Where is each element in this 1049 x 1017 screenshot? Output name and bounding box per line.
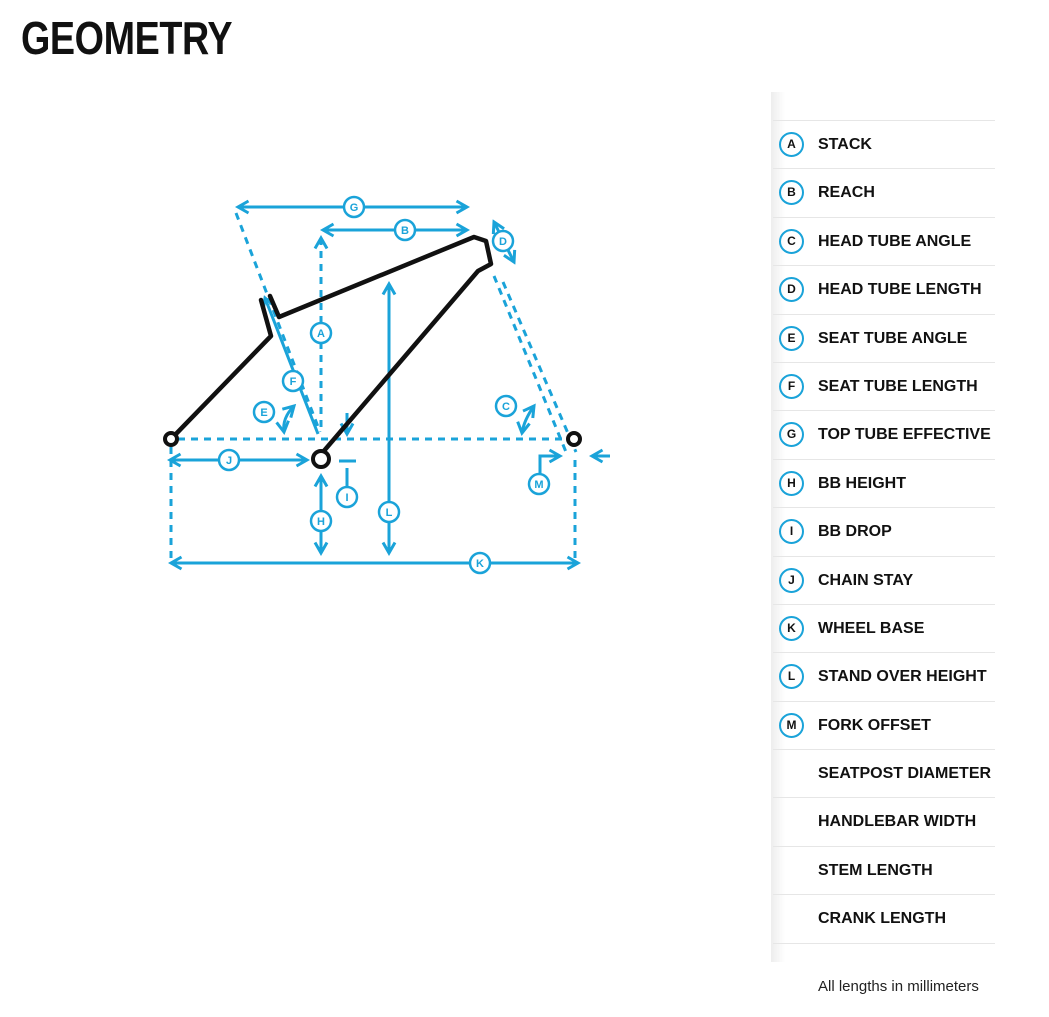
legend-item xyxy=(773,750,995,798)
legend-label: BB HEIGHT xyxy=(818,474,906,492)
diagram-marker-h xyxy=(311,511,331,531)
legend-item xyxy=(773,508,995,556)
marker-badge: I xyxy=(779,519,804,544)
legend-label: REACH xyxy=(818,184,875,202)
legend-label: HANDLEBAR WIDTH xyxy=(818,813,977,831)
svg-text:H: H xyxy=(317,516,325,528)
diagram-marker-l xyxy=(379,502,399,522)
marker-badge: H xyxy=(779,471,804,496)
diagram-marker-g xyxy=(344,197,364,217)
legend-item xyxy=(773,798,995,846)
legend-item xyxy=(773,653,995,701)
diagram-marker-c xyxy=(496,396,516,416)
units-note: All lengths in millimeters xyxy=(818,978,979,995)
marker-badge: M xyxy=(779,713,804,738)
marker-badge: E xyxy=(779,326,804,351)
legend-item xyxy=(773,169,995,217)
bottom-bracket xyxy=(313,451,329,467)
bike-geometry-diagram xyxy=(150,180,630,580)
marker-badge: B xyxy=(779,180,804,205)
svg-text:A: A xyxy=(317,328,325,340)
legend-label: STEM LENGTH xyxy=(818,861,933,879)
legend-label: CHAIN STAY xyxy=(818,571,914,589)
diagram-marker-k xyxy=(470,553,490,573)
legend-label: SEAT TUBE ANGLE xyxy=(818,329,968,347)
svg-text:L: L xyxy=(385,507,393,519)
diagram-marker-e xyxy=(254,402,274,422)
legend-label: BB DROP xyxy=(818,523,892,541)
page-title: GEOMETRY xyxy=(21,12,233,64)
marker-badge: A xyxy=(779,132,804,157)
legend-item xyxy=(773,460,995,508)
svg-text:I: I xyxy=(345,492,349,504)
marker-badge: J xyxy=(779,568,804,593)
legend-item xyxy=(773,266,995,314)
svg-text:F: F xyxy=(289,376,297,388)
diagram-marker-a xyxy=(311,323,331,343)
legend-item xyxy=(773,315,995,363)
legend-label: SEAT TUBE LENGTH xyxy=(818,377,978,395)
legend-item xyxy=(773,121,995,169)
front-axle xyxy=(568,433,580,445)
svg-text:D: D xyxy=(499,236,507,248)
svg-text:M: M xyxy=(534,479,544,491)
diagram-marker-d xyxy=(493,231,513,251)
marker-badge: F xyxy=(779,374,804,399)
legend-item xyxy=(773,363,995,411)
legend-item xyxy=(773,218,995,266)
diagram-marker-f xyxy=(283,371,303,391)
marker-badge: D xyxy=(779,277,804,302)
svg-text:B: B xyxy=(401,225,409,237)
legend-label: CRANK LENGTH xyxy=(818,910,946,928)
svg-text:J: J xyxy=(225,455,233,467)
geometry-legend xyxy=(773,120,995,944)
marker-badge: K xyxy=(779,616,804,641)
legend-item xyxy=(773,605,995,653)
legend-label: WHEEL BASE xyxy=(818,619,925,637)
legend-label: STAND OVER HEIGHT xyxy=(818,668,987,686)
svg-text:E: E xyxy=(260,407,268,419)
diagram-marker-b xyxy=(395,220,415,240)
diagram-marker-i xyxy=(337,487,357,507)
legend-item xyxy=(773,702,995,750)
legend-label: SEATPOST DIAMETER xyxy=(818,765,992,783)
svg-text:K: K xyxy=(476,558,484,570)
legend-label: TOP TUBE EFFECTIVE xyxy=(818,426,991,444)
diagram-marker-m xyxy=(529,474,549,494)
legend-label: HEAD TUBE LENGTH xyxy=(818,281,982,299)
svg-text:C: C xyxy=(502,401,510,413)
marker-badge: C xyxy=(779,229,804,254)
svg-text:G: G xyxy=(349,202,359,214)
bike-frame xyxy=(173,237,491,452)
legend-label: STACK xyxy=(818,136,872,153)
legend-item xyxy=(773,847,995,895)
legend-label: HEAD TUBE ANGLE xyxy=(818,232,972,250)
marker-badge: L xyxy=(779,664,804,689)
legend-label: FORK OFFSET xyxy=(818,716,931,734)
diagram-marker-j xyxy=(219,450,239,470)
legend-item xyxy=(773,411,995,459)
legend-item xyxy=(773,895,995,943)
marker-badge: G xyxy=(779,422,804,447)
rear-axle xyxy=(165,433,177,445)
legend-item xyxy=(773,557,995,605)
